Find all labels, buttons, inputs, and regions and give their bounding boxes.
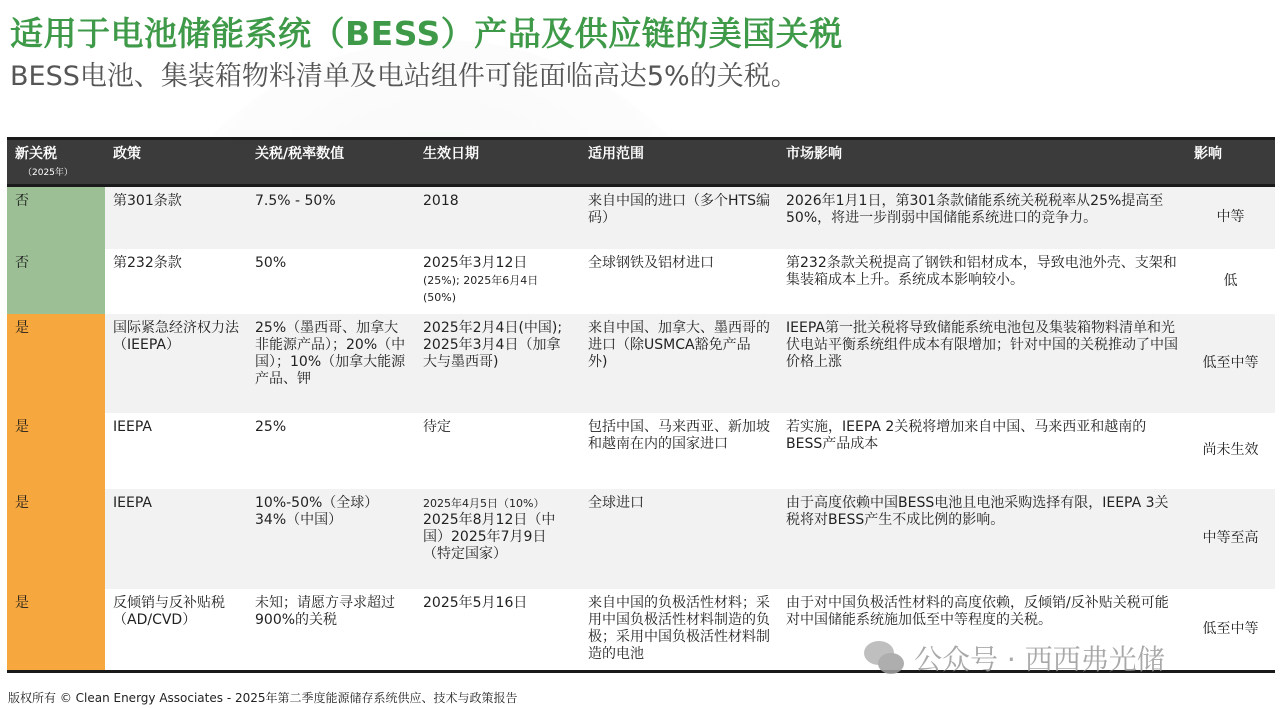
table-row — [7, 489, 1275, 589]
header-scope: 适用范围 — [580, 139, 778, 186]
rate-cell: 10%-50%（全球）34%（中国） — [247, 489, 415, 589]
policy-cell: IEEPA — [105, 413, 247, 489]
new-tariff-cell: 是 — [7, 413, 105, 489]
page-subtitle: BESS电池、集装箱物料清单及电站组件可能面临高达5%的关税。 — [10, 61, 798, 92]
header-new-tariff-year: （2025年） — [23, 168, 73, 178]
footer-copyright: 版权所有 © Clean Energy Associates - 2025年第二季度能源储存系统供应、技术与政策报告 — [8, 691, 518, 705]
impact-cell: 低至中等 — [1186, 314, 1275, 413]
tariff-table — [7, 137, 1275, 673]
impact-cell: 低 — [1186, 249, 1275, 314]
policy-cell: IEEPA — [105, 489, 247, 589]
impact-cell: 中等 — [1186, 186, 1275, 249]
new-tariff-cell: 是 — [7, 589, 105, 672]
market-impact-cell: 第232条款关税提高了钢铁和铝材成本，导致电池外壳、支架和集装箱成本上升。系统成本影响较小。 — [778, 249, 1186, 314]
rate-cell: 25%（墨西哥、加拿大非能源产品）；20%（中国）；10%（加拿大能源产品、钾 — [247, 314, 415, 413]
rate-cell: 50% — [247, 249, 415, 314]
scope-cell: 全球钢铁及铝材进口 — [580, 249, 778, 314]
scope-cell: 来自中国、加拿大、墨西哥的进口（除USMCA豁免产品外) — [580, 314, 778, 413]
new-tariff-cell: 是 — [7, 314, 105, 413]
table-row — [7, 314, 1275, 413]
rate-cell: 7.5% - 50% — [247, 186, 415, 249]
page-title: 适用于电池储能系统（BESS）产品及供应链的美国关税 — [10, 14, 843, 53]
date-cell: 待定 — [415, 413, 580, 489]
table-row — [7, 249, 1275, 314]
watermark-text: 公众号 · 西西弗光储 — [914, 643, 1165, 676]
rate-cell: 25% — [247, 413, 415, 489]
date-cell: 2018 — [415, 186, 580, 249]
scope-cell: 包括中国、马来西亚、新加坡和越南在内的国家进口 — [580, 413, 778, 489]
policy-cell: 反倾销与反补贴税（AD/CVD） — [105, 589, 247, 672]
header-new-tariff: 新关税 （2025年） — [7, 139, 105, 186]
date-detail: (25%); 2025年6月4日 (50%) — [423, 273, 539, 304]
table-header-row — [7, 139, 1275, 186]
rate-cell: 未知；请愿方寻求超过900%的关税 — [247, 589, 415, 672]
impact-cell: 低至中等 — [1186, 589, 1275, 672]
wechat-icon — [862, 639, 906, 677]
new-tariff-cell: 是 — [7, 489, 105, 589]
market-impact-cell: 若实施，IEEPA 2关税将增加来自中国、马来西亚和越南的BESS产品成本 — [778, 413, 1186, 489]
policy-cell: 第232条款 — [105, 249, 247, 314]
market-impact-cell: 由于高度依赖中国BESS电池且电池采购选择有限，IEEPA 3关税将对BESS产生不成比例的影响。 — [778, 489, 1186, 589]
header-rate: 关税/税率数值 — [247, 139, 415, 186]
market-impact-cell: IEEPA第一批关税将导致储能系统电池包及集装箱物料清单和光伏电站平衡系统组件成本有限增加；针对中国的关税推动了中国价格上涨 — [778, 314, 1186, 413]
header-policy: 政策 — [105, 139, 247, 186]
date-cell: 2025年2月4日(中国); 2025年3月4日（加拿大与墨西哥) — [415, 314, 580, 413]
date-main: 2025年8月12日（中国）2025年7月9日（特定国家） — [423, 511, 556, 562]
impact-cell: 中等至高 — [1186, 489, 1275, 589]
scope-cell: 来自中国的进口（多个HTS编码） — [580, 186, 778, 249]
header-effective-date: 生效日期 — [415, 139, 580, 186]
impact-cell: 尚未生效 — [1186, 413, 1275, 489]
header-market-impact: 市场影响 — [778, 139, 1186, 186]
market-impact-cell: 由于对中国负极活性材料的高度依赖，反倾销/反补贴关税可能对中国储能系统施加低至中等程度的关税。 — [778, 589, 1186, 672]
date-detail: 2025年4月5日（10%） — [423, 496, 545, 510]
watermark — [862, 638, 1165, 678]
policy-cell: 第301条款 — [105, 186, 247, 249]
header-impact: 影响 — [1186, 139, 1275, 186]
date-cell: 2025年5月16日 — [415, 589, 580, 672]
table-row — [7, 413, 1275, 489]
date-main: 2025年3月12日 — [423, 254, 528, 271]
new-tariff-cell: 否 — [7, 249, 105, 314]
policy-cell: 国际紧急经济权力法（IEEPA） — [105, 314, 247, 413]
scope-cell: 来自中国的负极活性材料；采用中国负极活性材料制造的负极；采用中国负极活性材料制造的电池 — [580, 589, 778, 672]
scope-cell: 全球进口 — [580, 489, 778, 589]
date-cell — [415, 249, 580, 314]
new-tariff-cell: 否 — [7, 186, 105, 249]
market-impact-cell: 2026年1月1日，第301条款储能系统关税税率从25%提高至50%，将进一步削弱中国储能系统进口的竞争力。 — [778, 186, 1186, 249]
table-row — [7, 186, 1275, 249]
date-cell — [415, 489, 580, 589]
